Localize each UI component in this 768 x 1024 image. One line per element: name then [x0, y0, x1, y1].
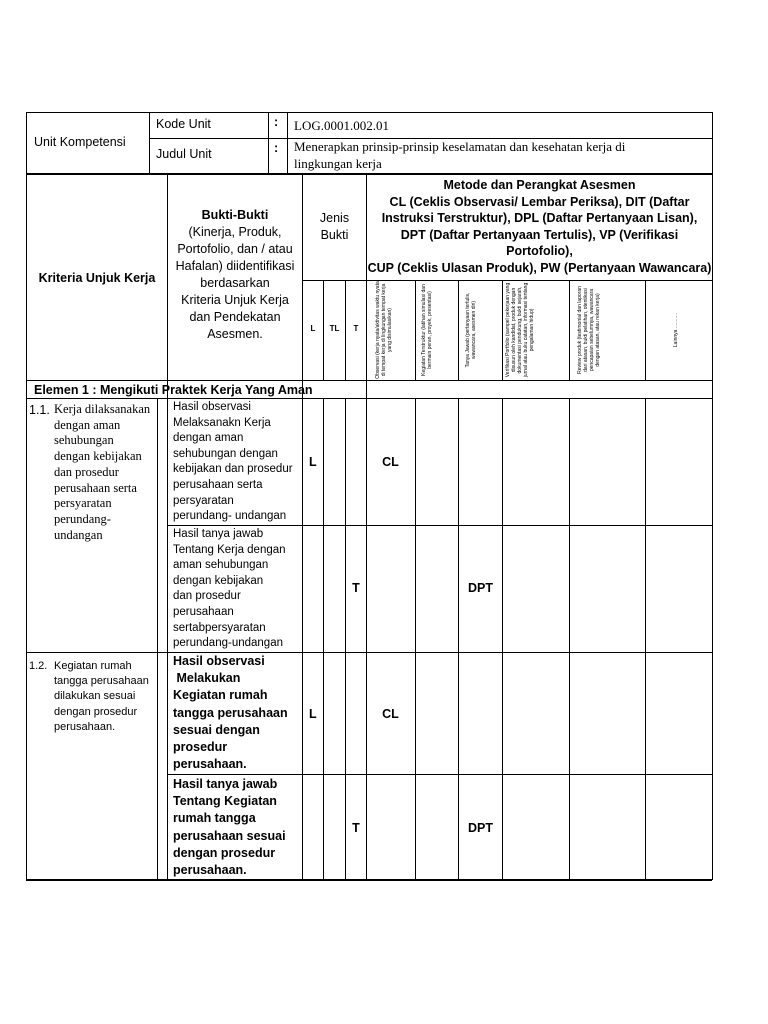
- metode-mark: CL: [382, 455, 399, 469]
- bukti-line: Hasil observasi: [173, 401, 251, 413]
- bukti-line: dengan aman: [173, 432, 244, 445]
- bukti-line: persyaratan: [173, 494, 234, 507]
- bukti-header-line: Asesmen.: [207, 327, 263, 341]
- bukti-line: Melaksanakn Kerja: [173, 416, 271, 429]
- kode-unit-separator: :: [274, 115, 279, 129]
- metode-header-line: CUP (Ceklis Ulasan Produk), PW (Pertanyaan Wawancara): [367, 260, 712, 275]
- bukti-line: sehubungan dengan: [173, 447, 278, 460]
- jenis-mark: L: [309, 707, 317, 721]
- bukti-line: perundang- undangan: [173, 510, 287, 523]
- bukti-line: perusahaan sesuai: [173, 828, 286, 843]
- bukti-line: Kegiatan rumah: [173, 688, 268, 703]
- kuk-number: 1.2.: [29, 660, 48, 672]
- kuk-line: perusahaan.: [54, 720, 116, 733]
- bukti-header-line: Kriteria Unjuk Kerja: [181, 293, 289, 307]
- bukti-line: sertabpersyaratan: [173, 621, 266, 634]
- metode-header-line: DPT (Daftar Pertanyaan Tertulis), VP (Verifikasi: [400, 227, 679, 242]
- judul-unit-label: Judul Unit: [156, 147, 212, 161]
- bukti-line: perusahaan serta: [173, 478, 263, 491]
- metode-mark: CL: [382, 707, 399, 721]
- bukti-line: perusahaan.: [173, 757, 247, 772]
- kuk-column-header: Kriteria Unjuk Kerja: [38, 271, 156, 285]
- jenis-mark: L: [309, 455, 317, 469]
- bukti-line: perusahaan.: [173, 863, 247, 878]
- bukti-header-line: Hafalan) diidentifikasi: [175, 259, 295, 273]
- bukti-line: perundang-undangan: [173, 637, 283, 650]
- judul-unit-value-line-1: Menerapkan prinsip-prinsip keselamatan dan kesehatan kerja di: [294, 139, 626, 154]
- kuk-line: Kerja dilaksanakan: [54, 402, 151, 416]
- kuk-number: 1.1.: [29, 403, 50, 417]
- kuk-line: dengan aman: [54, 417, 121, 432]
- kuk-line: tangga perusahaan: [54, 675, 149, 688]
- bukti-line: aman sehubungan: [173, 559, 269, 572]
- kode-unit-label: Kode Unit: [156, 117, 211, 131]
- kode-unit-value: LOG.0001.002.01: [294, 118, 389, 133]
- bukti-line: sesuai dengan: [173, 722, 260, 737]
- bukti-header-line: (Kinerja, Produk,: [188, 225, 282, 239]
- bukti-header-line: Portofolio, dan / atau: [177, 242, 293, 256]
- kuk-line: perundang-: [54, 511, 111, 526]
- jenis-l-header: L: [310, 324, 316, 333]
- metode-header-line: Instruksi Terstruktur), DPL (Daftar Pertanyaan Lisan),: [381, 211, 698, 225]
- bukti-column-header: [168, 207, 302, 343]
- bukti-line: kebijakan dan prosedur: [173, 463, 293, 476]
- bukti-line: Tentang Kegiatan: [173, 794, 277, 809]
- bukti-header-line: dan Pendekatan: [189, 310, 281, 324]
- metode-column-header: [367, 177, 712, 276]
- judul-unit-separator: :: [274, 141, 279, 155]
- metode-sub-observasi: Observasi (kerja nyata/aktivitas waktu nyata di tempat kerja di lingkungan tempat kerja yang disimulasikan): [375, 281, 393, 379]
- bukti-line: dan prosedur: [173, 590, 241, 603]
- bukti-line: rumah tangga: [173, 811, 256, 826]
- bukti-line: dengan prosedur: [173, 845, 276, 860]
- unit-kompetensi-label: Unit Kompetensi: [34, 135, 126, 149]
- bukti-line: prosedur: [173, 740, 228, 755]
- bukti-line: tangga perusahaan: [173, 705, 288, 720]
- bukti-cell: [173, 776, 301, 879]
- bukti-cell: [173, 653, 301, 773]
- kuk-line: Kegiatan rumah: [54, 660, 132, 672]
- bukti-line: dengan kebijakan: [173, 574, 264, 587]
- kuk-line: dan prosedur: [54, 464, 119, 479]
- metode-header-line: Metode dan Perangkat Asesmen: [443, 178, 636, 192]
- bukti-line: Hasil observasi: [173, 654, 265, 668]
- kuk-line: dengan prosedur: [54, 705, 138, 718]
- jenis-bukti-header-line: Bukti: [320, 228, 349, 242]
- judul-unit-value-line-2: lingkungan kerja: [294, 156, 382, 171]
- bukti-cell: [173, 527, 301, 652]
- jenis-bukti-header: [303, 210, 366, 244]
- kuk-text: [54, 402, 158, 543]
- jenis-bukti-header-line: Jenis: [319, 211, 350, 225]
- bukti-header-line: berdasarkan: [200, 276, 270, 290]
- bukti-line: Hasil tanya jawab: [173, 777, 278, 791]
- kuk-line: undangan: [54, 527, 103, 542]
- bukti-line: Melakukan: [173, 671, 241, 686]
- metode-sub-verifikasi-portfolio: Verifikasi Portfolio (sampel pekerjaan yang disusun oleh kandidat, produk dengan dokumentasi pendukung, bukti sejarah, jurnal atau buku catatan, informasi tentang pengalaman hidup): [505, 282, 535, 378]
- bukti-cell: [173, 400, 301, 525]
- bukti-line: Tentang Kerja dengan: [173, 543, 286, 556]
- elemen-1-title: Elemen 1 : Mengikuti Praktek Kerja Yang Aman: [34, 383, 313, 397]
- metode-sub-review-produk: Review produk (testimonial dan laporan dari atasan, bukti pelatihan, otentikasi pencapaian sebelumnya, wawancara dengan atasan, atau rekan kerja): [577, 286, 601, 374]
- kuk-line: dengan kebijakan: [54, 449, 142, 464]
- metode-sub-tanya-jawab: Tanya Jawab (pertanyaan tertulis, wawancara, asesmen diri): [465, 292, 477, 368]
- bukti-header-line: Bukti-Bukti: [201, 208, 269, 222]
- jenis-tl-header: TL: [329, 324, 340, 333]
- kuk-line: perusahaan serta: [54, 480, 137, 495]
- metode-mark: DPT: [468, 821, 493, 835]
- jenis-mark: T: [352, 821, 360, 835]
- bukti-line: perusahaan: [173, 605, 234, 618]
- jenis-t-header: T: [353, 324, 359, 333]
- kuk-line: dilakukan sesuai: [54, 690, 136, 703]
- kuk-text: [54, 659, 158, 735]
- metode-header-line: Portofolio),: [506, 244, 573, 258]
- kuk-line: sehubungan: [54, 433, 114, 448]
- metode-header-line: CL (Ceklis Observasi/ Lembar Periksa), DIT (Daftar: [389, 194, 690, 209]
- metode-mark: DPT: [468, 581, 493, 595]
- metode-sub-lainnya: Lainnya ...........: [673, 312, 679, 348]
- jenis-mark: T: [352, 581, 360, 595]
- metode-sub-kegiatan-terstruktur: Kegiatan Terstruktur (latihan simulasi dan bermain peran, proyek, presentasi): [421, 284, 433, 376]
- bukti-line: Hasil tanya jawab: [173, 528, 264, 540]
- kuk-line: persyaratan: [54, 496, 112, 511]
